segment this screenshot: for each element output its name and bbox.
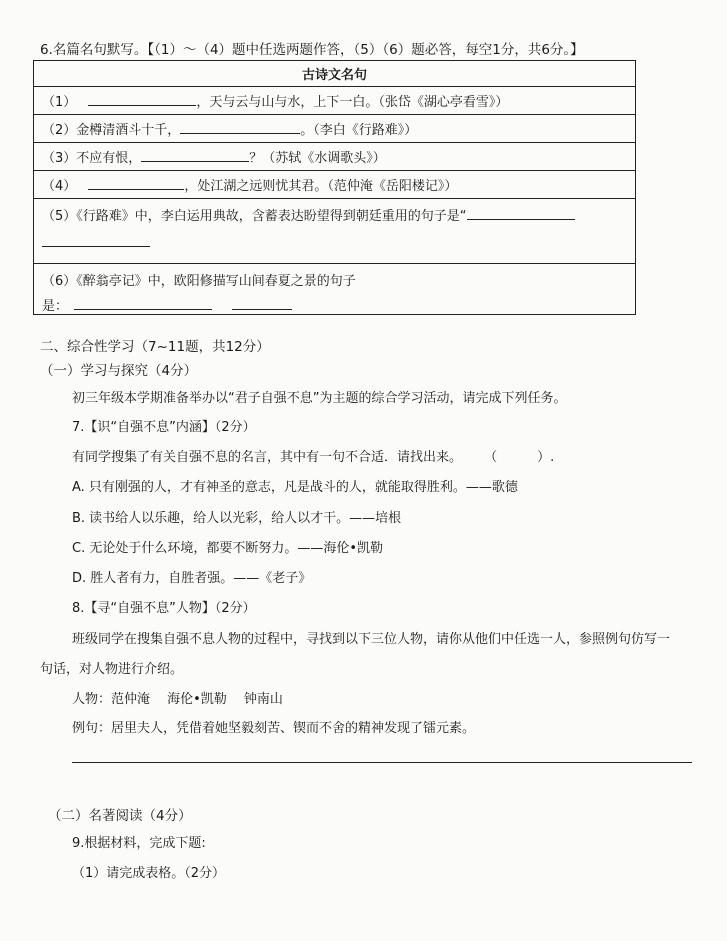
table-row — [34, 199, 636, 264]
row-3-text-before: 不应有恨， — [76, 151, 142, 166]
row-3-num: （3） — [42, 151, 77, 166]
table-header: 古诗文名句 — [34, 61, 636, 87]
row-1-num: （1） — [42, 95, 77, 110]
row-6-text: 《醉翁亭记》中，欧阳修描写山间春夏之景的句子 — [76, 274, 356, 289]
question-8-stem-line1: 班级同学在搜集自强不息人物的过程中，寻找到以下三位人物，请你从他们中任选一人，参照例句仿写一 — [72, 632, 671, 647]
option-d: D. 胜人者有力，自胜者强。——《老子》 — [72, 571, 312, 586]
answer-blank[interactable] — [42, 234, 150, 247]
answer-blank[interactable] — [88, 177, 184, 190]
subsection-2-title: （二）名著阅读（4分） — [48, 808, 192, 824]
table-row — [34, 264, 636, 315]
question-9-title: 9.根据材料，完成下题: — [72, 836, 206, 851]
row-4-num: （4） — [42, 179, 77, 194]
poem-table — [33, 60, 636, 315]
row-6-line2: 是： — [42, 299, 69, 314]
question-9-part-1: （1）请完成表格。（2分） — [72, 866, 226, 881]
table-row — [34, 115, 636, 143]
row-2-cell — [34, 115, 636, 143]
row-5-cell — [34, 199, 636, 264]
table-header-row — [34, 61, 636, 87]
row-5-text: 《行路难》中，李白运用典故，含蓄表达盼望得到朝廷重用的句子是“ — [76, 209, 467, 224]
people-list: 人物：范仲淹 海伦•凯勒 钟南山 — [72, 692, 283, 707]
answer-blank[interactable] — [74, 297, 212, 310]
row-3-text-after: ？（苏轼《水调歌头》） — [249, 151, 386, 166]
question-8-title: 8.【寻“自强不息”人物】（2分） — [72, 601, 256, 616]
question-7-text: 有同学搜集了有关自强不息的名言，其中有一句不合适．请找出来。 — [72, 450, 463, 465]
option-c: C. 无论处于什么环境，都要不断努力。——海伦•凯勒 — [72, 541, 384, 556]
answer-blank[interactable] — [232, 297, 292, 310]
answer-paren-open: （ — [484, 450, 498, 465]
row-2-text-before: 金樽清酒斗十千， — [76, 123, 181, 138]
answer-blank[interactable] — [88, 93, 196, 106]
subsection-1-title: （一）学习与探究（4分） — [40, 363, 198, 379]
answer-blank[interactable] — [467, 207, 575, 220]
row-4-text: ，处江湖之远则忧其君。（范仲淹《岳阳楼记》） — [184, 179, 458, 194]
example-sentence: 例句：居里夫人，凭借着她坚毅刻苦、锲而不舍的精神发现了镭元素。 — [72, 721, 476, 736]
activity-intro: 初三年级本学期准备举办以“君子自强不息”为主题的综合学习活动，请完成下列任务。 — [72, 391, 567, 406]
table-row — [34, 171, 636, 199]
table-row — [34, 143, 636, 171]
row-4-cell — [34, 171, 636, 199]
row-6-num: （6） — [42, 274, 77, 289]
option-b: B. 读书给人以乐趣，给人以光彩，给人以才干。——培根 — [72, 511, 402, 526]
row-2-num: （2） — [42, 123, 77, 138]
question-8-stem-line2: 句话，对人物进行介绍。 — [40, 662, 184, 677]
row-2-text-after: 。（李白《行路难》） — [300, 123, 418, 138]
answer-blank[interactable] — [180, 121, 300, 134]
table-row — [34, 87, 636, 115]
row-3-cell — [34, 143, 636, 171]
row-6-cell — [34, 264, 636, 315]
option-a: A. 只有刚强的人，才有神圣的意志，凡是战斗的人，就能取得胜利。——歌德 — [72, 480, 518, 495]
answer-line[interactable] — [72, 762, 692, 763]
row-1-cell — [34, 87, 636, 115]
row-1-text: ，天与云与山与水，上下一白。（张岱《湖心亭看雪》） — [196, 95, 509, 110]
question-6-title: 6.名篇名句默写。【（1）～（4）题中任选两题作答，（5）（6）题必答，每空1分，共6分。】 — [40, 42, 584, 58]
question-7-stem — [72, 446, 554, 465]
answer-blank[interactable] — [141, 149, 249, 162]
answer-paren-close: ）. — [537, 450, 555, 465]
section-2-title: 二、综合性学习（7~11题，共12分） — [40, 339, 270, 355]
question-7-title: 7.【识“自强不息”内涵】（2分） — [72, 420, 256, 435]
row-5-num: （5） — [42, 209, 77, 224]
